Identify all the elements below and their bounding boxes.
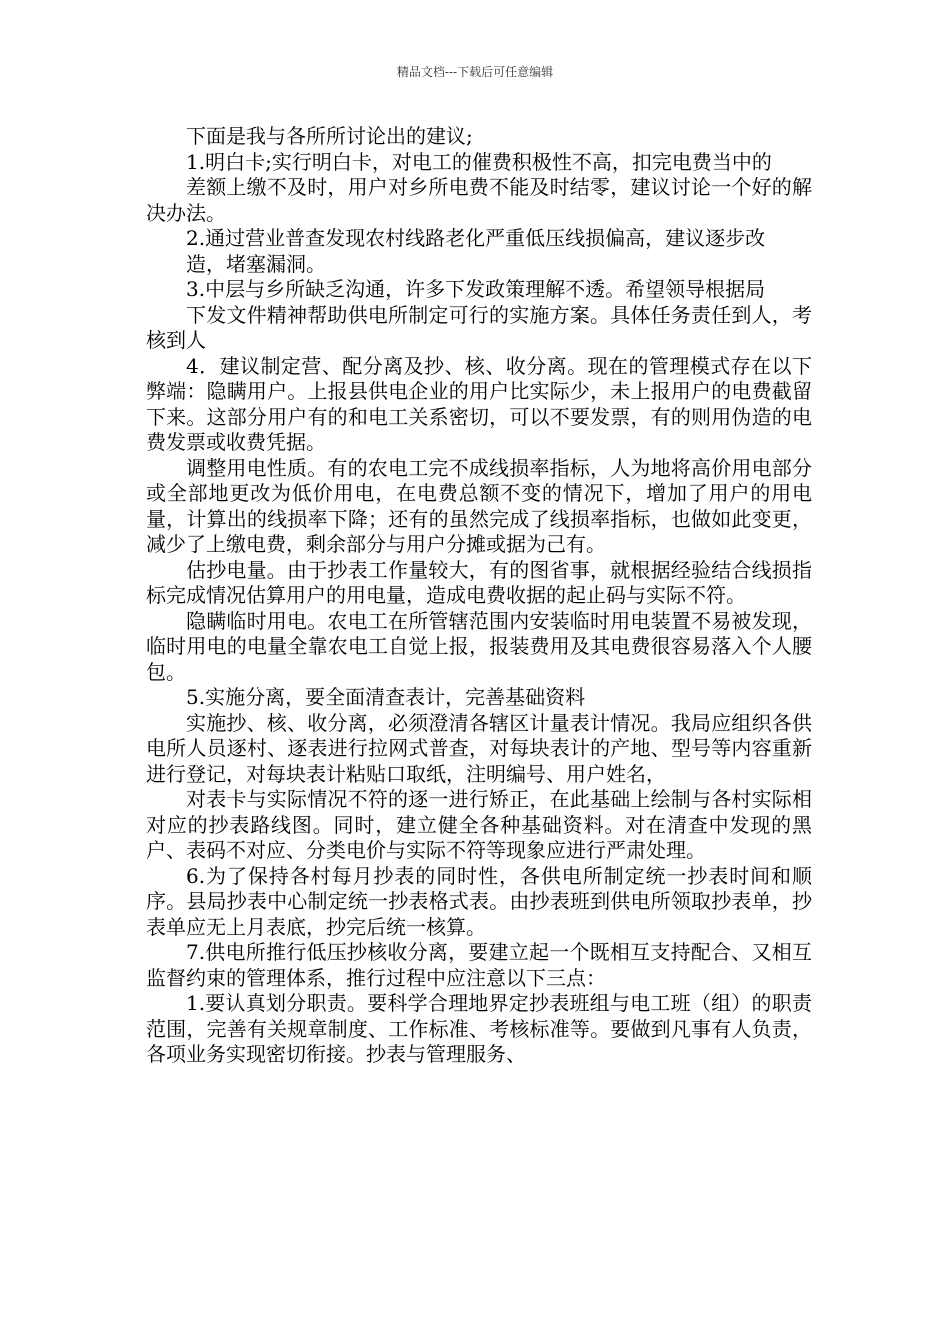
paragraph: 2.通过营业普查发现农村线路老化严重低压线损偏高，建议逐步改 (186, 226, 766, 250)
paragraph: 估抄电量。由于抄表工作量较大，有的图省事，就根据经验结合线损指标完成情况估算用户的用电量，造成电费收据的起止码与实际不符。 (146, 557, 812, 607)
paragraph: 7.供电所推行低压抄核收分离，要建立起一个既相互支持配合、又相互监督约束的管理体系，推行过程中应注意以下三点： (146, 940, 812, 990)
document-body (146, 124, 812, 1068)
paragraph: 下面是我与各所所讨论出的建议; (186, 124, 473, 148)
paragraph: 调整用电性质。有的农电工完不成线损率指标，人为地将高价用电部分或全部地更改为低价用电，在电费总额不变的情况下，增加了用户的用电量，计算出的线损率下降；还有的虽然完成了线损率指标，也做如此变更，减少了上缴电费，剩余部分与用户分摊或据为己有。 (146, 455, 812, 556)
paragraph: 差额上缴不及时，用户对乡所电费不能及时结零，建议讨论一个好的解决办法。 (146, 175, 812, 225)
page-header: 精品文档---下载后可任意编辑 (396, 65, 554, 79)
paragraph: 造，堵塞漏洞。 (186, 251, 326, 276)
paragraph: 5.实施分离，要全面清查表计，完善基础资料 (186, 685, 586, 709)
paragraph: 6.为了保持各村每月抄表的同时性，各供电所制定统一抄表时间和顺序。县局抄表中心制定统一抄表格式表。由抄表班到供电所领取抄表单，抄表单应无上月表底，抄完后统一核算。 (146, 863, 812, 939)
paragraph: 4．建议制定营、配分离及抄、核、收分离。现在的管理模式存在以下弊端：隐瞒用户。上报县供电企业的用户比实际少，未上报用户的电费截留下来。这部分用户有的和电工关系密切，可以不要发票，有的则用伪造的电费发票或收费凭据。 (146, 353, 812, 454)
paragraph: 下发文件精神帮助供电所制定可行的实施方案。具体任务责任到人，考核到人 (146, 302, 812, 352)
paragraph: 3.中层与乡所缺乏沟通，许多下发政策理解不透。希望领导根据局 (186, 277, 766, 301)
paragraph: 实施抄、核、收分离，必须澄清各辖区计量表计情况。我局应组织各供电所人员逐村、逐表进行拉网式普查，对每块表计的产地、型号等内容重新进行登记，对每块表计粘贴口取纸，注明编号、用户姓名， (146, 710, 812, 786)
paragraph: 1.明白卡;实行明白卡，对电工的催费积极性不高，扣完电费当中的 (186, 149, 772, 174)
paragraph: 1.要认真划分职责。要科学合理地界定抄表班组与电工班（组）的职责范围，完善有关规章制度、工作标准、考核标准等。要做到凡事有人负责，各项业务实现密切衔接。抄表与管理服务、 (146, 991, 812, 1066)
paragraph: 隐瞒临时用电。农电工在所管辖范围内安装临时用电装置不易被发现，临时用电的电量全靠农电工自觉上报，报装费用及其电费很容易落入个人腰包。 (146, 608, 812, 684)
paragraph: 对表卡与实际情况不符的逐一进行矫正，在此基础上绘制与各村实际相对应的抄表路线图。同时，建立健全各种基础资料。对在清查中发现的黑户、表码不对应、分类电价与实际不符等现象应进行严肃处理。 (146, 787, 812, 862)
